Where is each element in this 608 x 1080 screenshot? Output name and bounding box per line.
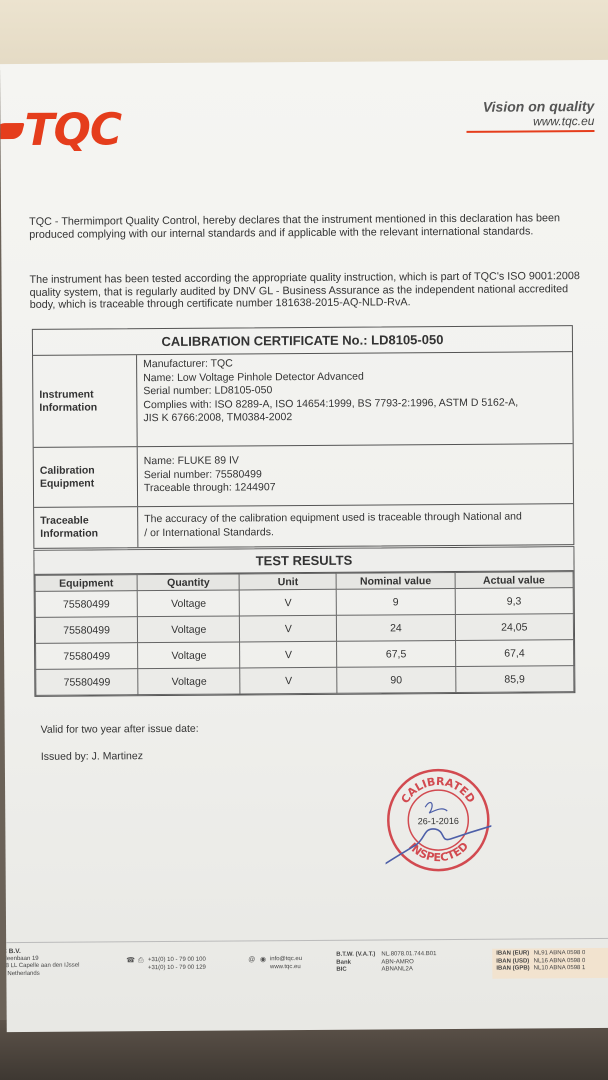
traceable-line: The accuracy of the calibration equipment used is traceable through National and (144, 510, 522, 526)
bank-value: ABN-AMRO (381, 958, 414, 965)
calibration-equipment-row (34, 444, 573, 508)
col-header-unit: Unit (240, 573, 337, 590)
iban-eur-key: IBAN (EUR) (496, 950, 530, 957)
validity-text: Valid for two year after issue date: (40, 722, 199, 736)
globe-icon: ◉ (259, 956, 267, 964)
address-line: oleenbaan 19 (2, 955, 39, 962)
bic-value: ABNANL2A (381, 966, 413, 973)
instrument-info-row (33, 352, 573, 448)
address-line: e Netherlands (2, 970, 40, 977)
cell-nominal: 90 (337, 666, 456, 693)
iban-usd-key: IBAN (USD) (496, 957, 530, 965)
instrument-line: JIS K 6766:2008, TM0384-2002 (143, 411, 293, 425)
cell-equipment: 75580499 (35, 591, 137, 618)
table-row (35, 588, 573, 618)
signature-flourish (425, 802, 447, 813)
vat-value: NL.8078.01.744.B01 (381, 951, 437, 958)
cell-actual: 9,3 (455, 588, 574, 615)
table-row (36, 666, 574, 696)
col-header-equipment: Equipment (35, 575, 137, 592)
web-address: www.tqc.eu (269, 963, 301, 970)
email-icon: @ (248, 956, 256, 964)
address-line: 08 LL Capelle aan den IJssel (2, 962, 80, 970)
cell-quantity: Voltage (138, 668, 240, 695)
footer-phones (126, 957, 206, 973)
bic-key: BIC (336, 966, 347, 973)
col-header-actual: Actual value (455, 572, 573, 589)
phone-number: +31(0) 10 - 79 00 100 (147, 956, 206, 964)
calibration-stamp (385, 767, 492, 874)
instrument-info-label: Instrument Information (33, 355, 138, 447)
instrument-line: Manufacturer: TQC (143, 357, 233, 371)
calibration-line: Traceable through: 1244907 (143, 481, 276, 495)
website-text: www.tqc.eu (533, 113, 595, 129)
tqc-logo (0, 104, 122, 156)
certificate-title: CALIBRATION CERTIFICATE No.: LD8105-050 (33, 326, 572, 356)
calibration-certificate-table (32, 325, 575, 549)
cell-unit: V (240, 615, 337, 642)
iban-usd-value: NL16 ABNA 0598 0 (533, 957, 586, 964)
cell-actual: 67,4 (455, 640, 574, 667)
footer-divider (6, 938, 608, 943)
intro-paragraph-1: TQC - Thermimport Quality Control, hereby declares that the instrument mentioned in this declaration has been produced complying with our internal standards and if applicable with the relevant international standards. (29, 212, 561, 241)
results-grid (35, 571, 575, 696)
iban-gpb-value: NL10 ABNA 0598 1 (533, 965, 586, 972)
cell-actual: 24,05 (455, 614, 574, 641)
cell-unit: V (240, 641, 337, 668)
cell-equipment: 75580499 (36, 669, 138, 696)
cell-unit: V (240, 667, 337, 694)
calibration-equipment-body (138, 444, 573, 506)
footer-vat (336, 951, 436, 974)
tagline-text: Vision on quality (482, 97, 595, 115)
fax-icon: ⎙ (137, 957, 144, 965)
instrument-info-body (137, 352, 573, 446)
iban-eur-value: NL91 ABNA 0598 0 (533, 950, 586, 957)
cell-equipment: 75580499 (36, 643, 138, 670)
footer-company (2, 948, 79, 979)
calibration-equipment-label: Calibration Equipment (34, 447, 138, 507)
phone-icon: ☎ (126, 957, 136, 965)
traceable-info-row (34, 504, 573, 548)
footer-iban (492, 948, 608, 979)
stamp-bottom-text: INSPECTED (405, 839, 472, 865)
certificate-page (0, 60, 608, 1032)
cell-quantity: Voltage (138, 616, 240, 643)
traceable-info-label: Traceable Information (34, 507, 138, 548)
fax-number: +31(0) 10 - 79 00 129 (147, 964, 206, 971)
stamp-top-text: CALIBRATED (398, 774, 478, 806)
cell-quantity: Voltage (137, 590, 239, 617)
tagline-underline (466, 130, 594, 133)
stamp-date: 26-1-2016 (417, 815, 459, 827)
background-wall (0, 0, 608, 70)
calibration-line: Name: FLUKE 89 IV (143, 454, 239, 468)
traceable-info-body (138, 504, 573, 547)
test-results-title: TEST RESULTS (34, 547, 573, 575)
cell-quantity: Voltage (138, 642, 240, 669)
col-header-nominal: Nominal value (336, 572, 454, 589)
intro-paragraph-2: The instrument has been tested according the appropriate quality instruction, which is part of TQC's ISO 9001:2008 quality system, that is regularly audited by DNV GL - Business Assurance as the independent national accredited body, which is traceable through certificate number 181638-2015-AQ-NLD-RvA. (29, 270, 580, 312)
bank-key: Bank (336, 959, 351, 966)
cell-nominal: 67,5 (337, 640, 456, 667)
email-address: info@tqc.eu (269, 956, 303, 963)
table-row (35, 614, 573, 644)
tagline (466, 98, 594, 133)
col-header-quantity: Quantity (137, 574, 239, 591)
iban-gpb-key: IBAN (GPB) (496, 965, 530, 972)
cell-equipment: 75580499 (35, 617, 137, 644)
table-row (36, 640, 574, 670)
cell-actual: 85,9 (455, 666, 574, 693)
logo-text: TQC (24, 104, 122, 156)
instrument-line: Complies with: ISO 8289-A, ISO 14654:1999, BS 7793-2:1996, ASTM D 5162-A, (143, 396, 519, 411)
test-results-table (33, 546, 575, 697)
logo-mark-icon (0, 123, 25, 139)
cell-nominal: 24 (337, 614, 456, 641)
issued-by-text: Issued by: J. Martinez (40, 750, 144, 763)
footer-web (248, 956, 302, 971)
instrument-line: Serial number: LD8105-050 (143, 384, 273, 398)
cell-unit: V (240, 589, 337, 616)
instrument-line: Name: Low Voltage Pinhole Detector Advanced (143, 370, 364, 384)
calibration-line: Serial number: 75580499 (143, 467, 262, 481)
vat-key: B.T.W. (V.A.T.) (336, 951, 376, 958)
traceable-line: / or International Standards. (144, 525, 274, 539)
cell-nominal: 9 (336, 588, 455, 615)
phone-icons (126, 957, 148, 972)
company-name: C B.V. (2, 947, 21, 956)
